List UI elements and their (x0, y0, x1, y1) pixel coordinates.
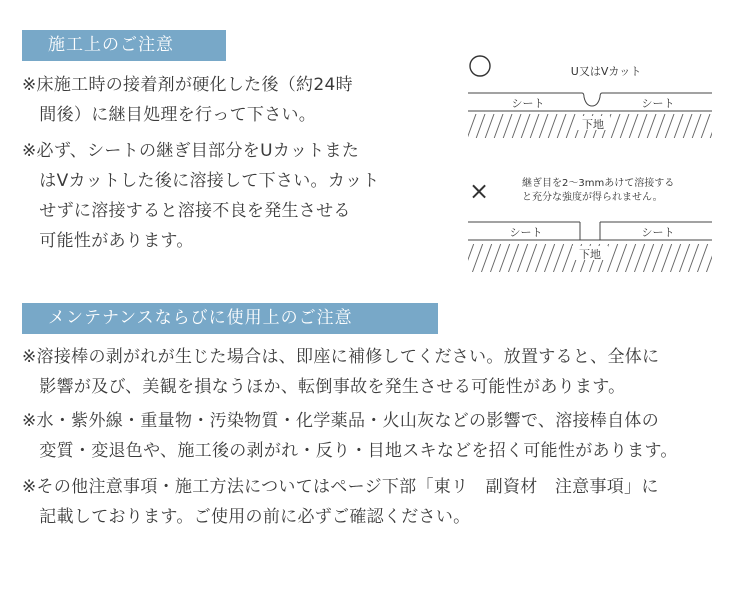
note-line: ※水・紫外線・重量物・汚染物質・化学薬品・火山灰などの影響で、溶接棒自体の (22, 411, 660, 431)
sheet-right-label: シート (641, 97, 675, 110)
maintenance-note-2 (22, 406, 678, 466)
note-line: せずに溶接すると溶接不良を発生させる (22, 201, 351, 221)
note-line: 影響が及び、美観を損なうほか、転倒事故を発生させる可能性があります。 (22, 377, 626, 397)
note-line: はVカットした後に溶接して下さい。カット (22, 171, 380, 191)
seam-cut-diagram (460, 48, 730, 288)
construction-note-1 (22, 70, 353, 130)
note-line: 変質・変退色や、施工後の剥がれ・反り・目地スキなどを招く可能性があります。 (22, 441, 678, 461)
note-line: ※床施工時の接着剤が硬化した後（約24時 (22, 75, 353, 95)
maintenance-note-1 (22, 342, 659, 402)
note-line: ※その他注意事項・施工方法についてはページ下部「東リ 副資材 注意事項」に (22, 477, 659, 497)
sheet-left-label: シート (511, 97, 545, 110)
bad-note-line-1: 継ぎ目を2～3mmあけて溶接する (522, 178, 675, 189)
note-line: 記載しております。ご使用の前に必ずご確認ください。 (22, 507, 471, 527)
bad-base-label: 下地 (579, 248, 601, 261)
maintenance-caution-header: メンテナンスならびに使用上のご注意 (22, 303, 438, 334)
construction-caution-header: 施工上のご注意 (22, 30, 226, 61)
u-v-cut-label: U又はVカット (570, 65, 642, 78)
base-label: 下地 (582, 118, 604, 131)
bad-sheet-left-label: シート (509, 226, 543, 239)
note-line: ※溶接棒の剥がれが生じた場合は、即座に補修してください。放置すると、全体に (22, 347, 660, 367)
note-line: 間後）に継目処理を行って下さい。 (22, 105, 317, 125)
maintenance-note-3 (22, 472, 659, 532)
construction-note-2 (22, 136, 380, 256)
note-line: 可能性があります。 (22, 231, 194, 251)
bad-sheet-right-label: シート (641, 226, 675, 239)
bad-note-line-2: と充分な強度が得られません。 (522, 192, 663, 203)
u-cut-sheet-outline (468, 93, 712, 106)
ok-circle-icon (470, 56, 490, 76)
ng-cross-icon: × (468, 177, 490, 205)
note-line: ※必ず、シートの継ぎ目部分をUカットまた (22, 141, 360, 161)
